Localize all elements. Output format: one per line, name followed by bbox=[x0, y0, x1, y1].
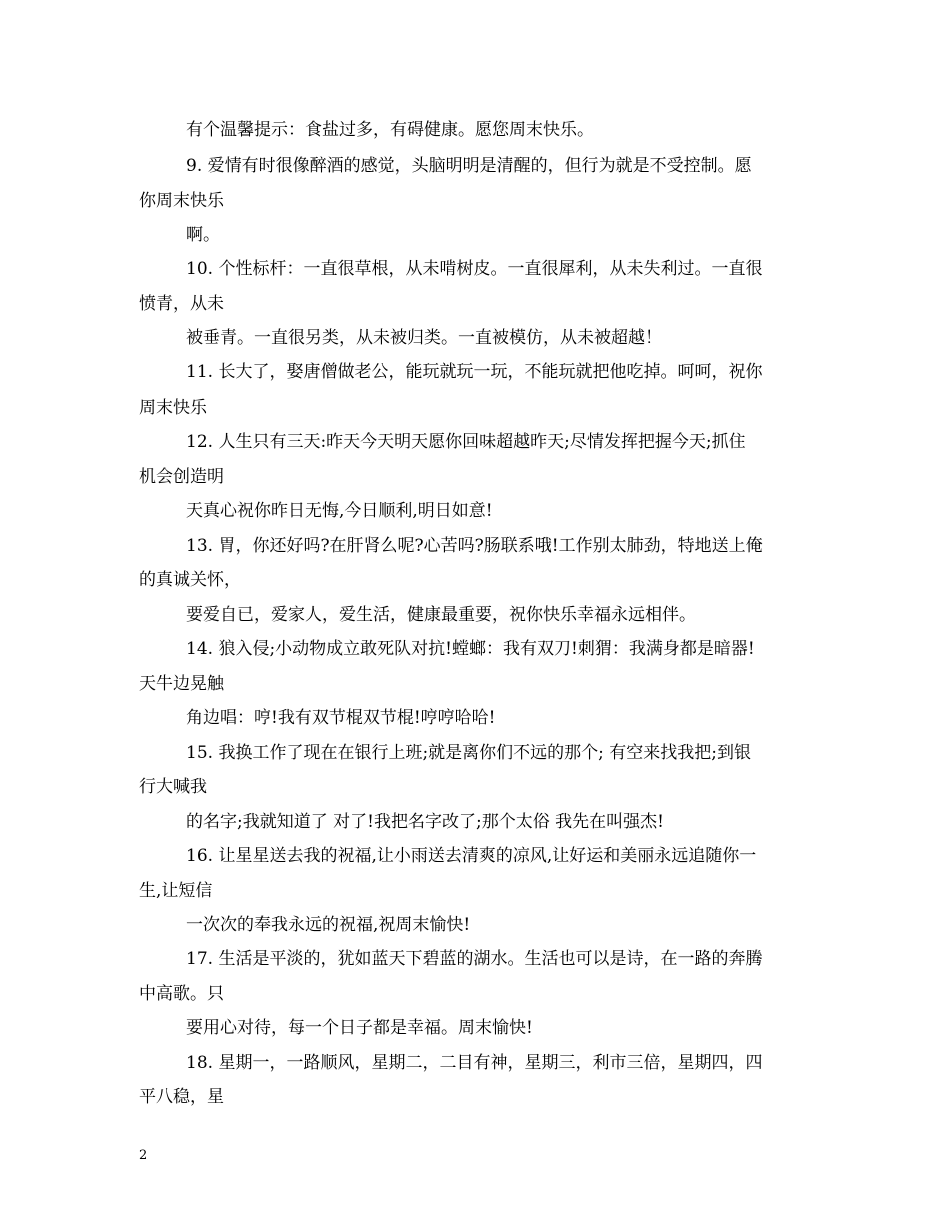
text-line: 有个温馨提示：食盐过多，有碍健康。愿您周末快乐。 bbox=[186, 120, 594, 140]
text-line: 13. 胃，你还好吗?在肝肾么呢?心苦吗?肠联系哦!工作别太肺劲，特地送上俺 bbox=[186, 536, 763, 556]
text-line: 18. 星期一，一路顺风，星期二，二目有神，星期三，利市三倍，星期四，四 bbox=[186, 1053, 763, 1073]
text-line: 角边唱：哼!我有双节棍双节棍!哼哼哈哈! bbox=[186, 708, 496, 728]
text-line: 的真诚关怀， bbox=[139, 570, 241, 590]
page-number: 2 bbox=[139, 1148, 148, 1163]
text-line: 中高歌。只 bbox=[139, 984, 224, 1004]
text-line: 平八稳，星 bbox=[139, 1087, 224, 1107]
text-line: 14. 狼入侵;小动物成立敢死队对抗!螳螂：我有双刀!刺猬：我满身都是暗器! bbox=[186, 639, 755, 659]
text-line: 天真心祝你昨日无悔,今日顺利,明日如意! bbox=[186, 501, 493, 521]
text-line: 10. 个性标杆：一直很草根，从未啃树皮。一直很犀利，从未失利过。一直很 bbox=[186, 259, 763, 279]
text-line: 生,让短信 bbox=[139, 881, 213, 901]
text-line: 你周末快乐 bbox=[139, 191, 224, 211]
text-line: 天牛边晃触 bbox=[139, 674, 224, 694]
text-line: 行大喊我 bbox=[139, 777, 207, 797]
text-line: 15. 我换工作了现在在银行上班;就是离你们不远的那个; 有空来找我把;到银 bbox=[186, 743, 752, 763]
text-line: 一次次的奉我永远的祝福,祝周末愉快! bbox=[186, 915, 471, 935]
text-line: 啊。 bbox=[186, 225, 220, 245]
text-line: 的名字;我就知道了 对了!我把名字改了;那个太俗 我先在叫强杰! bbox=[186, 812, 664, 832]
text-line: 要爱自已，爱家人，爱生活，健康最重要，祝你快乐幸福永远相伴。 bbox=[186, 605, 696, 625]
text-line: 被垂青。一直很另类，从未被归类。一直被模仿，从未被超越！ bbox=[186, 328, 662, 348]
text-line: 机会创造明 bbox=[139, 467, 224, 487]
text-line: 9. 爱情有时很像醉酒的感觉，头脑明明是清醒的，但行为就是不受控制。愿 bbox=[186, 156, 752, 176]
text-line: 17. 生活是平淡的，犹如蓝天下碧蓝的湖水。生活也可以是诗，在一路的奔腾 bbox=[186, 949, 763, 969]
text-line: 要用心对待，每一个日子都是幸福。周末愉快! bbox=[186, 1018, 533, 1038]
text-line: 12. 人生只有三天:昨天今天明天愿你回味超越昨天;尽情发挥把握今天;抓住 bbox=[186, 432, 746, 452]
text-line: 11. 长大了，娶唐僧做老公，能玩就玩一玩，不能玩就把他吃掉。呵呵，祝你 bbox=[186, 362, 763, 382]
text-line: 愤青，从未 bbox=[139, 294, 224, 314]
text-line: 周末快乐 bbox=[139, 398, 207, 418]
text-line: 16. 让星星送去我的祝福,让小雨送去清爽的凉风,让好运和美丽永远追随你一 bbox=[186, 846, 757, 866]
